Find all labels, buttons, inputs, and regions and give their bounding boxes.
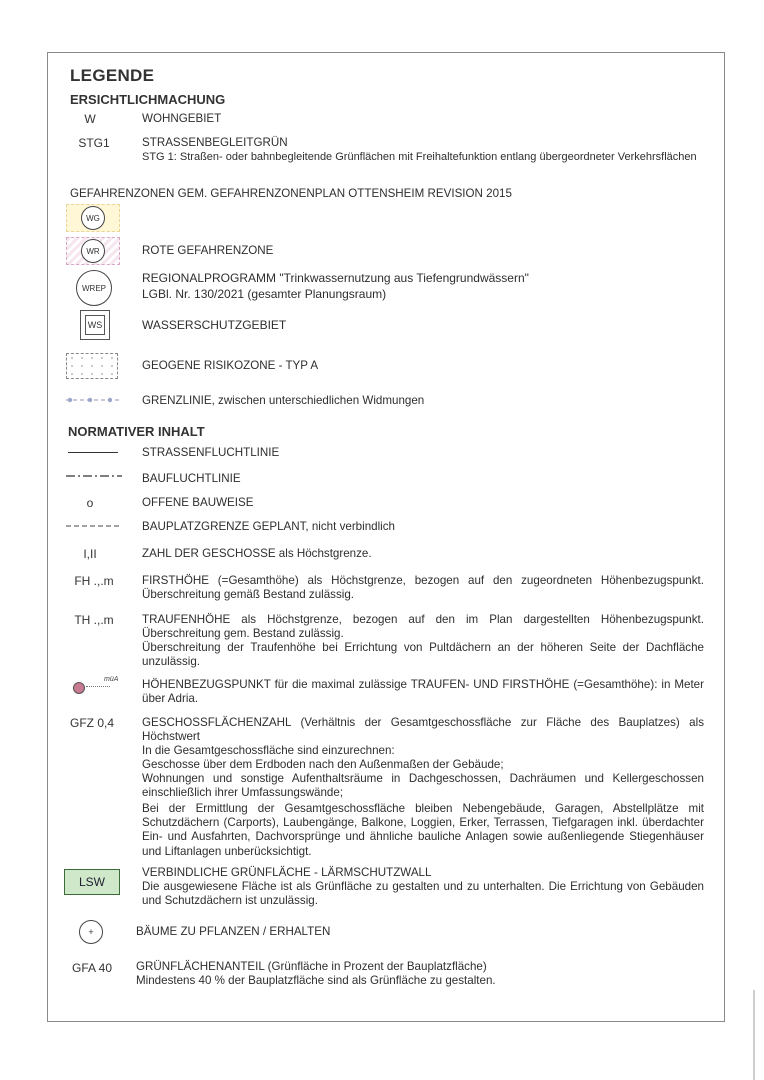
ws-label: WASSERSCHUTZGEBIET (142, 318, 287, 332)
ws-square-icon (80, 310, 110, 340)
gfz-text-3: Geschosse über dem Erdboden nach den Außenmaßen der Gebäude; (142, 758, 504, 771)
hoehenbezugspunkt-dot-icon (73, 682, 85, 694)
gfa-text-2: Mindestens 40 % der Bauplatzfläche sind als Grünfläche zu gestalten. (136, 974, 496, 987)
lsw-green-box (64, 869, 120, 895)
geogen-zone-icon (66, 353, 118, 379)
wrep-circle-icon (76, 270, 112, 306)
scan-edge (753, 990, 755, 1080)
offene-bauweise-symbol: o (86, 496, 94, 510)
wg-symbol: WG (86, 213, 100, 223)
gfz-symbol: GFZ 0,4 (69, 716, 114, 730)
strassenfluchtlinie-line-icon (68, 452, 118, 453)
gfz-text-4: Wohnungen und sonstige Aufenthaltsräume in Dachgeschossen, Dachräumen und Kellergeschossen einschließlich ihrer Umfassungswände; (142, 772, 704, 800)
wr-label: ROTE GEFAHRENZONE (142, 244, 274, 257)
offene-bauweise-label: OFFENE BAUWEISE (142, 496, 254, 509)
gfz-text-1: GESCHOSSFLÄCHENZAHL (Verhältnis der Gesamtgeschossfläche zur Fläche des Bauplatzes) als Höchstwert (142, 716, 704, 744)
traufenhoehe-text-2: Überschreitung der Traufenhöhe bei Errichtung von Pultdächern an der höheren Seite der Dachfläche unzulässig. (142, 641, 704, 669)
hoehenbezugspunkt-leader (86, 686, 110, 687)
grenzlinie-label: GRENZLINIE, zwischen unterschiedlichen Widmungen (142, 394, 425, 407)
wrep-symbol: WREP (82, 283, 106, 293)
baufluchtlinie-label: BAUFLUCHTLINIE (142, 472, 241, 485)
firsthoehe-symbol: FH .,.m (74, 574, 114, 588)
strassenfluchtlinie-label: STRASSENFLUCHTLINIE (142, 446, 280, 459)
wr-symbol: WR (86, 246, 100, 256)
wr-symbol-area (66, 237, 120, 265)
baufluchtlinie-line-icon (66, 472, 122, 480)
gefahrenzonen-heading: GEFAHRENZONEN GEM. GEFAHRENZONENPLAN OTTENSHEIM REVISION 2015 (70, 187, 512, 200)
geschosse-symbol: I,II (83, 547, 97, 561)
ws-inner-box (85, 315, 105, 335)
stg-label: STRASSENBEGLEITGRÜN (142, 136, 288, 149)
lsw-symbol: LSW (78, 875, 105, 889)
geogen-label: GEOGENE RISIKOZONE - TYP A (142, 359, 319, 372)
hoehenbezugspunkt-text: HÖHENBEZUGSPUNKT für die maximal zulässige TRAUFEN- UND FIRSTHÖHE (=Gesamthöhe): in Meter über Adria. (142, 678, 704, 706)
traufenhoehe-text-1: TRAUFENHÖHE als Höchstgrenze, bezogen auf den im Plan dargestellten Höhenbezugspunkt. Überschreitung gem. Bestand zulässig. (142, 613, 704, 641)
baeume-label: BÄUME ZU PFLANZEN / ERHALTEN (136, 925, 331, 938)
gfa-text-1: GRÜNFLÄCHENANTEIL (Grünfläche in Prozent der Bauplatzfläche) (136, 960, 487, 973)
wg-circle-icon (81, 206, 105, 230)
gfz-text-2: In die Gesamtgeschossfläche sind einzurechnen: (142, 744, 395, 757)
gfa-symbol: GFA 40 (71, 961, 113, 975)
gfz-text-5: Bei der Ermittlung der Gesamtgeschossfläche bleiben Nebengebäude, Garagen, Abstellplätze mit Schutzdächern (Carports), Laubengänge, Balkone, Loggien, Erker, Terrassen, Tiefgaragen inkl. überdachter Ein- und Ausfahrten, Dachvorsprünge und ähnliche bauliche Anlagen sowie außenliegende Stiegenhäuser und Liftanlagen unberücksichtigt. (142, 802, 704, 858)
hoehenbezugspunkt-symbol: müA (104, 676, 119, 683)
tree-circle-icon (79, 920, 103, 944)
section-ersichtlichmachung: ERSICHTLICHMACHUNG (70, 92, 226, 107)
stg-description: STG 1: Straßen- oder bahnbegleitende Grünflächen mit Freihaltefunktion entlang übergeordneter Verkehrsflächen (142, 151, 697, 163)
bauplatzgrenze-label: BAUPLATZGRENZE GEPLANT, nicht verbindlich (142, 520, 395, 533)
wrep-label-2: LGBl. Nr. 130/2021 (gesamter Planungsraum) (142, 287, 387, 301)
geschosse-label: ZAHL DER GESCHOSSE als Höchstgrenze. (142, 547, 372, 560)
wrep-label-1: REGIONALPROGRAMM "Trinkwassernutzung aus Tiefengrundwässern" (142, 271, 529, 285)
lsw-text-2: Die ausgewiesene Fläche ist als Grünfläche zu gestalten und zu unterhalten. Die Errichtung von Gebäuden und Schutzdächern ist unzulässig. (142, 880, 704, 908)
firsthoehe-text: FIRSTHÖHE (=Gesamthöhe) als Höchstgrenze, bezogen auf den zugeordneten Höhenbezugspunkt. Überschreitung gemäß Bestand zulässig. (142, 574, 704, 602)
grenzlinie-icon (64, 394, 122, 406)
traufenhoehe-symbol: TH .,.m (74, 613, 114, 627)
legend-title: LEGENDE (70, 66, 155, 85)
w-symbol: W (84, 112, 96, 126)
tree-plus-icon: + (88, 927, 94, 937)
stg-symbol: STG1 (78, 136, 110, 150)
lsw-text-1: VERBINDLICHE GRÜNFLÄCHE - LÄRMSCHUTZWALL (142, 866, 432, 879)
wr-circle-icon (81, 239, 105, 263)
wg-symbol-area (66, 204, 120, 232)
section-normativer-inhalt: NORMATIVER INHALT (68, 424, 205, 439)
bauplatzgrenze-line-icon (66, 522, 122, 530)
w-label: WOHNGEBIET (142, 112, 222, 125)
ws-symbol: WS (87, 320, 103, 330)
